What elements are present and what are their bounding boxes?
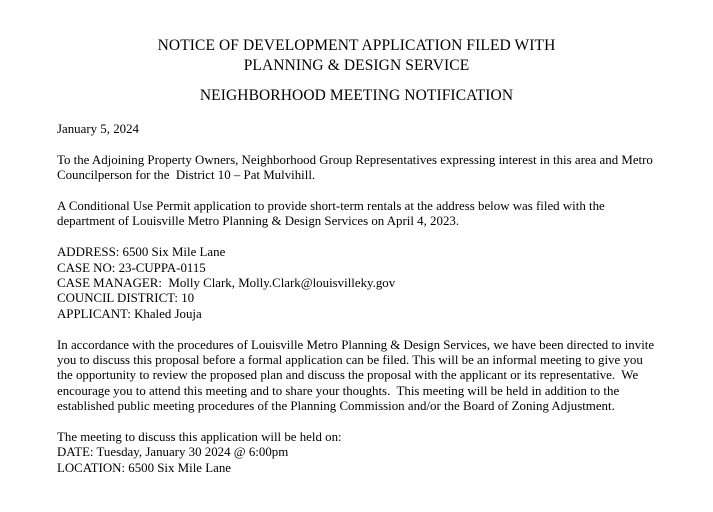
letter-date: January 5, 2024 xyxy=(57,122,139,136)
document-subheading: NEIGHBORHOOD MEETING NOTIFICATION xyxy=(199,87,514,104)
meeting-location: LOCATION: 6500 Six Mile Lane xyxy=(57,460,232,475)
detail-council-district: COUNCIL DISTRICT: 10 xyxy=(57,291,195,306)
detail-address: ADDRESS: 6500 Six Mile Lane xyxy=(57,245,226,260)
recipients-paragraph: To the Adjoining Property Owners, Neighborhood Group Representatives expressing interest in this area and Metro Councilperson for the District 10 – Pat Mulvihill. xyxy=(57,152,657,183)
heading-line-1: NOTICE OF DEVELOPMENT APPLICATION FILED WITH xyxy=(157,37,556,54)
document-heading xyxy=(0,36,713,76)
meeting-intro: The meeting to discuss this application will be held on: xyxy=(57,430,342,445)
procedures-paragraph: In accordance with the procedures of Louisville Metro Planning & Design Services, we have been directed to invite you to discuss this proposal before a formal application can be filed. This will be an informal meeting to give you the opportunity to review the proposed plan and discuss the proposal with the applicant or its representative. We encourage you to attend this meeting and to share your thoughts. This meeting will be held in addition to the established public meeting procedures of the Planning Commission and/or the Board of Zoning Adjustment. xyxy=(57,337,658,414)
heading-line-2: PLANNING & DESIGN SERVICE xyxy=(243,57,470,74)
detail-applicant: APPLICANT: Khaled Jouja xyxy=(57,306,202,321)
paragraph-spacer xyxy=(57,184,661,199)
paragraph-spacer xyxy=(57,415,661,430)
meeting-date: DATE: Tuesday, January 30 2024 @ 6:00pm xyxy=(57,445,289,460)
paragraph-spacer xyxy=(57,230,661,245)
application-paragraph: A Conditional Use Permit application to provide short-term rentals at the address below was filed with the department of Louisville Metro Planning & Design Services on April 4, 2023. xyxy=(57,199,608,229)
document-body xyxy=(57,122,661,476)
paragraph-spacer xyxy=(57,322,661,337)
paragraph-spacer xyxy=(57,137,661,152)
detail-case-manager: CASE MANAGER: Molly Clark, Molly.Clark@louisvilleky.gov xyxy=(57,276,396,291)
detail-case-no: CASE NO: 23-CUPPA-0115 xyxy=(57,260,206,275)
